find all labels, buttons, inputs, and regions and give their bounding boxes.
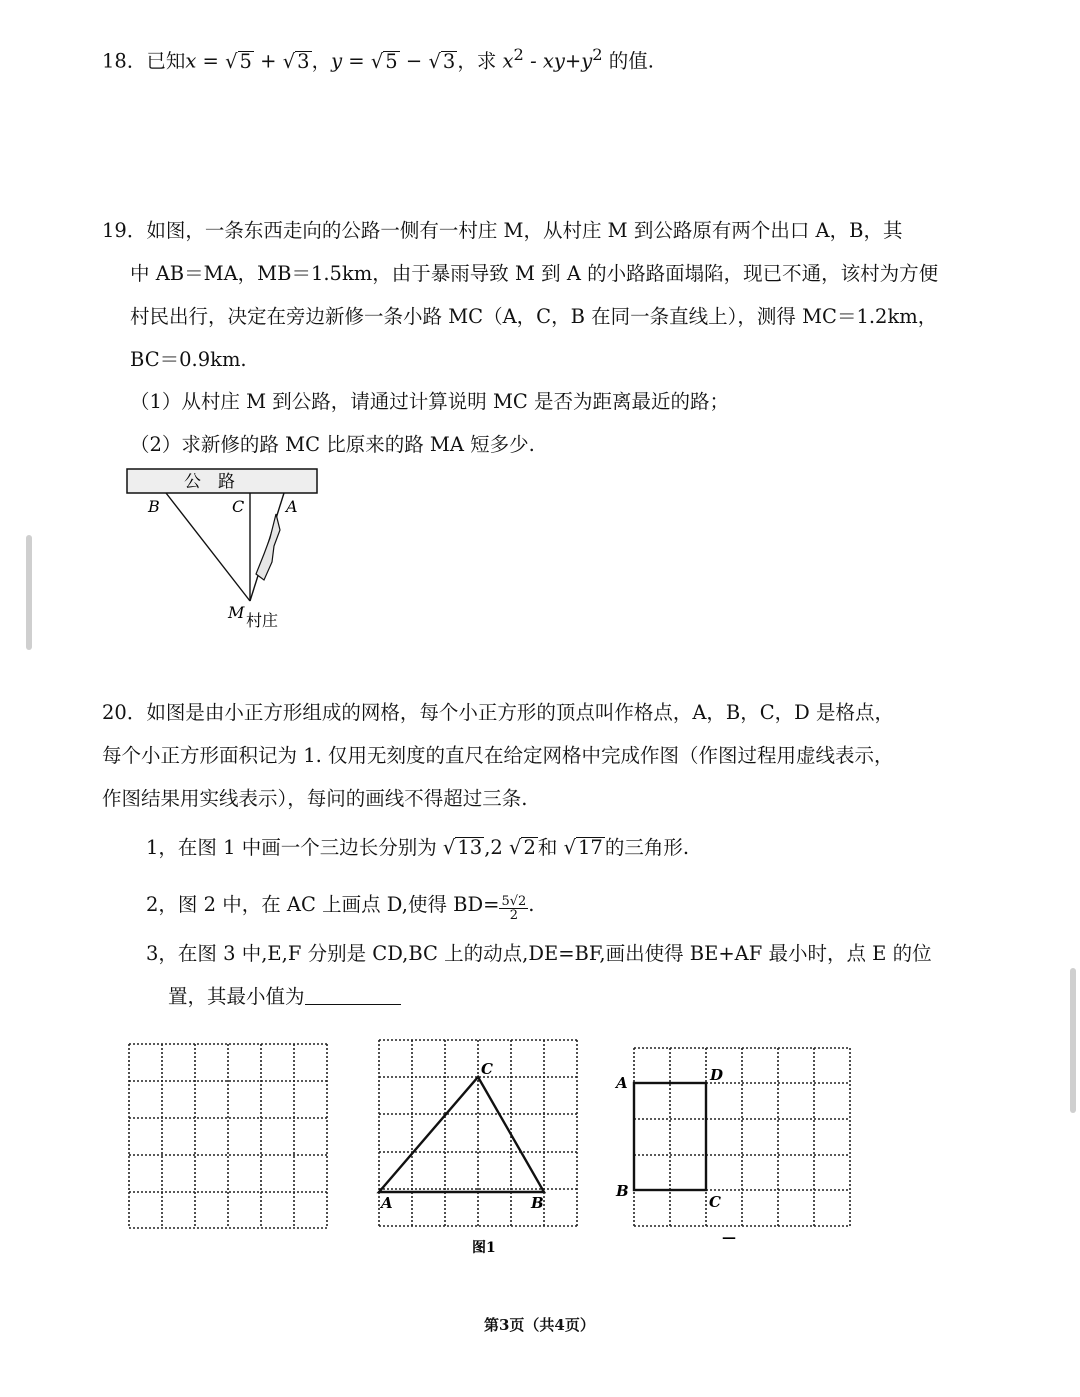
label-C: C <box>232 497 245 516</box>
sqrt-2-radicand: 2 <box>523 836 536 859</box>
q18-sqrt5: √ 5 <box>225 49 252 73</box>
left-scrollbar[interactable] <box>26 535 32 650</box>
sqrt-17: √ 17 <box>563 836 603 859</box>
q19-line2: 中 AB＝MA，MB＝1.5km，由于暴雨导致 M 到 A 的小路路面塌陷，现已不通，该村为方便 <box>130 262 939 285</box>
q18-sqrt5-radicand: 5 <box>239 49 252 73</box>
grid-figure-3 <box>612 1042 852 1252</box>
grid3-label-D: D <box>710 1066 724 1084</box>
q20-s2-post: . <box>528 893 535 916</box>
q18-eq2: = <box>342 49 371 73</box>
answer-blank[interactable] <box>305 986 401 1005</box>
q18-y-var: y <box>331 49 343 73</box>
grid-1-lines <box>129 1044 327 1228</box>
grid-2-lines <box>379 1040 577 1226</box>
right-scrollbar[interactable] <box>1070 968 1076 1113</box>
sqrt-13-radicand: 13 <box>457 836 483 859</box>
q18-sqrt3b-radicand: 3 <box>442 49 456 73</box>
grid-figure-1 <box>124 1040 330 1232</box>
grid2-caption: 图1 <box>472 1240 496 1256</box>
q18-ask: ，求 <box>457 49 503 73</box>
q18-sqrt3-radicand: 3 <box>297 49 310 73</box>
q20-s2-pre: 2，图 2 中，在 AC 上画点 D,使得 BD= <box>146 893 500 916</box>
sqrt-17-radicand: 17 <box>578 836 603 859</box>
q19-sub2: （2）求新修的路 MC 比原来的路 MA 短多少. <box>130 433 535 456</box>
q18-sqrt5b: √ 5 <box>370 49 398 73</box>
q20-line1: 20．如图是由小正方形组成的网格，每个小正方形的顶点叫作格点，A，B，C，D 是格点， <box>102 701 894 724</box>
q18-expr-x: x <box>502 49 514 73</box>
sqrt-2: √ 2 <box>509 836 536 859</box>
q20-s3-line2-text: 置，其最小值为 <box>168 985 305 1008</box>
question-18 <box>102 42 654 75</box>
q20-s1-pre: 1，在图 1 中画一个三边长分别为 <box>146 836 443 859</box>
fraction-5root2-over-2 <box>499 895 528 922</box>
q18-expr-mid: - xy+y <box>523 49 593 73</box>
q18-sep: ， <box>311 49 332 73</box>
q20-line2: 每个小正方形面积记为 1. 仅用无刻度的直尺在给定网格中完成作图（作图过程用虚线表示， <box>102 744 894 767</box>
q18-number: 18． <box>102 49 147 73</box>
q18-lead: 已知 <box>146 49 186 73</box>
q19-sub1: （1）从村庄 M 到公路，请通过计算说明 MC 是否为距离最近的路； <box>130 390 730 413</box>
q18-sqrt3: √ 3 <box>282 49 310 73</box>
grid3-label-B: B <box>616 1182 629 1200</box>
q18-tail: 的值. <box>602 49 654 73</box>
grid-3-lines <box>634 1048 850 1226</box>
figure-19 <box>124 466 324 636</box>
q18-sqrt5b-radicand: 5 <box>385 49 398 73</box>
q18-minus: − <box>399 49 429 73</box>
q18-sup-b: 2 <box>592 45 603 64</box>
q20-sub3-line1: 3，在图 3 中,E,F 分别是 CD,BC 上的动点,DE=BF,画出使得 BE+AF 最小时，点 E 的位 <box>146 942 932 965</box>
q20-sub3-line2 <box>168 984 401 1010</box>
q19-line1: 19．如图，一条东西走向的公路一侧有一村庄 M，从村庄 M 到公路原有两个出口 A，B，其 <box>102 219 903 242</box>
q19-line4: BC＝0.9km. <box>130 348 247 371</box>
grid2-label-A: A <box>381 1194 393 1212</box>
page-footer: 第3页（共4页） <box>484 1316 595 1334</box>
q18-eq: = <box>196 49 226 73</box>
q18-sup-a: 2 <box>513 45 524 64</box>
label-M: M <box>228 603 245 622</box>
grid2-label-C: C <box>481 1060 493 1078</box>
label-A: A <box>286 497 298 516</box>
q18-sqrt3b: √ 3 <box>428 49 456 73</box>
fraction-denominator: 2 <box>509 908 518 923</box>
grid3-label-A: A <box>616 1074 628 1092</box>
q20-sub1 <box>146 835 689 861</box>
q20-s1-post: 的三角形. <box>604 836 690 859</box>
q20-s1-he: 和 <box>537 836 564 859</box>
collapsed-road-shape <box>256 514 280 580</box>
grid-figure-2 <box>374 1036 580 1266</box>
q18-x-var: x <box>185 49 197 73</box>
q20-line3: 作图结果用实线表示），每问的画线不得超过三条. <box>102 787 528 810</box>
triangle-ABC <box>379 1077 544 1192</box>
q18-plus: + <box>253 49 283 73</box>
q20-s1-mid: ,2 <box>484 836 509 859</box>
label-B: B <box>148 497 160 516</box>
village-label: 村庄 <box>246 611 279 630</box>
grid3-label-C: C <box>709 1193 721 1211</box>
road-label: 公 路 <box>184 472 235 492</box>
grid3-caption: — <box>722 1230 736 1246</box>
fraction-numerator: 5√2 <box>501 894 527 909</box>
grid2-label-B: B <box>531 1194 544 1212</box>
q19-line3: 村民出行，决定在旁边新修一条小路 MC（A，C，B 在同一条直线上），测得 MC＝1.2km， <box>130 305 938 328</box>
sqrt-13: √ 13 <box>442 836 483 859</box>
q20-sub2 <box>146 892 534 922</box>
